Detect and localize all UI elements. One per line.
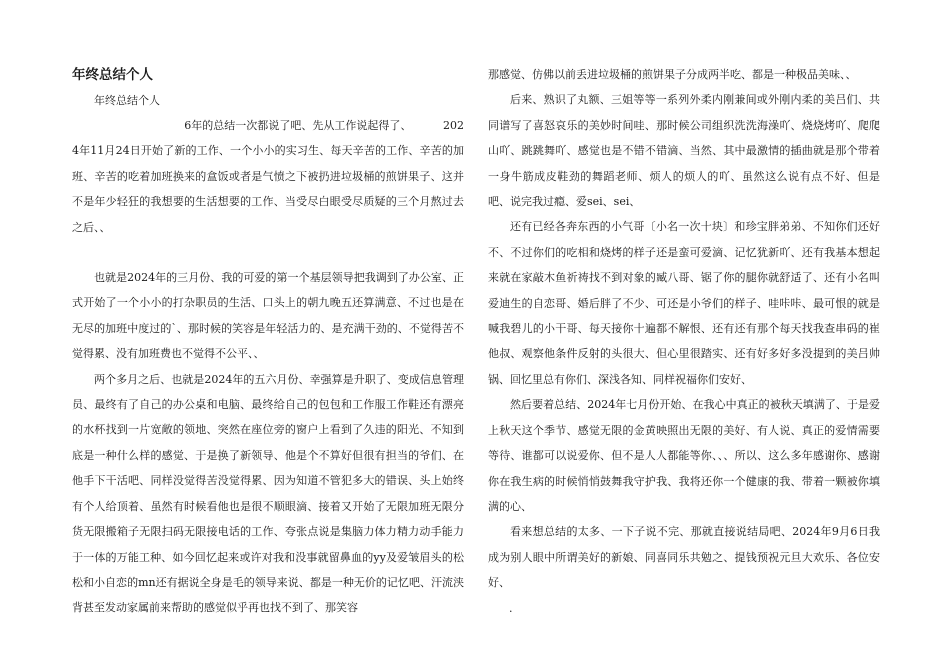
paragraph-7: 看来想总结的太多、一下子说不完、那就直接说结局吧、2024年9月6日我成为别人眼中所谓美好的新娘、同喜同乐共勉之、提钱预祝元旦大欢乐、各位安好、 <box>488 525 880 590</box>
paragraph-gap <box>72 240 464 265</box>
paragraph-continued: 那感觉、仿佛以前丢进垃圾桶的煎饼果子分成两半吃、都是一种极品美味、、 <box>488 68 857 81</box>
paragraph-2: 也就是2024年的三月份、我的可爱的第一个基层领导把我调到了办公室、正式开始了一个小小的打杂职员的生活、口头上的朝九晚五还算满意、不过也是在无尽的加班中度过的`、那时候的笑容是年轻活力的、是充满干劲的、不觉得苦不觉得累、没有加班费也不觉得不公平、、 <box>72 271 464 361</box>
document-title: 年终总结个人 <box>72 67 153 83</box>
right-column <box>488 62 880 621</box>
paragraph-1: 6年的总结一次都说了吧、先从工作说起得了、 2024年11月24日开始了新的工作、一个小小的实习生、每天辛苦的工作、辛苦的加班、辛苦的吃着加班换来的盒饭或者是气愤之下被扔进垃圾桶的煎饼果子、这并不是年少轻狂的我想要的生活想要的工作、当受尽白眼受尽质疑的三个月熬过去之后、、 <box>72 119 465 234</box>
left-column <box>72 62 464 621</box>
paragraph-4: 后来、熟识了丸额、三姐等等一系列外柔内刚兼间或外刚内柔的美吕们、共同谱写了喜怒哀乐的美妙时间哇、那时候公司组织洗洗海澡吖、烧烧烤吖、爬爬山吖、跳跳舞吖、感觉也是不错不错滴、当然、其中最激情的插曲就是那个带着一身牛筋成皮鞋劲的舞蹈老师、烦人的烦人的吖、虽然这么说有点不好、但是吧、说完我过瘾、爱sei、sei、 <box>488 93 880 209</box>
trailing-dot: . <box>488 601 513 615</box>
paragraph-3: 两个多月之后、也就是2024年的五六月份、幸强算是升职了、变成信息管理员、最终有了自己的办公桌和电脑、最终给自己的包包和工作服工作鞋还有漂亮的水杯找到一片宽敞的领地、突然在座位旁的窗户上看到了久违的阳光、不知到底是一种什么样的感觉、于是换了新领导、他是个不算好但很有担当的爷们、在他手下干活吧、同样没觉得苦没觉得累、因为知道不管犯多大的错误、头上始终有个人给顶着、虽然有时候看他也是很不顺眼滴、接着又开始了无限加班无限分货无限搬箱子无限扫码无限接电话的工作、夸张点说是集脑力体力精力动手能力于一体的万能工种、如今回忆起来或许对我和没事就留鼻血的yy及爱皱眉头的松松和小自恋的mn还有据说全身是毛的领导来说、都是一种无价的记忆吧、汗流浃背甚至发动家属前来帮助的感觉似乎再也找不到了、那笑容 <box>72 372 464 615</box>
paragraph-5: 还有已经各奔东西的小气哥〔小名一次十块〕和珍宝胖弟弟、不知你们还好不、不过你们的吃相和烧烤的样子还是蛮可爱滴、记忆犹新吖、还有我基本想起来就在家敲木鱼祈祷找不到对象的臧八哥、锯了你的腿你就舒适了、还有小名叫爱迪生的自恋哥、婚后胖了不少、可还是小爷们的样子、哇咔咔、最可恨的就是喊我碧儿的小干哥、每天接你十遍都不解恨、还有还有那个每天找我查串码的崔他叔、观察他条件反射的头很大、但心里很踏实、还有好多好多没提到的美吕帅锅、回忆里总有你们、深浅各知、同样祝福你们安好、 <box>488 220 880 386</box>
paragraph-6: 然后要着总结、2024年七月份开始、在我心中真正的被秋天填满了、于是爱上秋天这个季节、感觉无限的金黄映照出无限的美好、有人说、真正的爱情需要等待、谁都可以说爱你、但不是人人都能等你、、、所以、这么多年感谢你、感谢你在我生病的时候悄悄鼓舞我守护我、我将还你一个健康的我、带着一颗被你填满的心、 <box>488 398 880 513</box>
subtitle: 年终总结个人 <box>94 94 160 107</box>
